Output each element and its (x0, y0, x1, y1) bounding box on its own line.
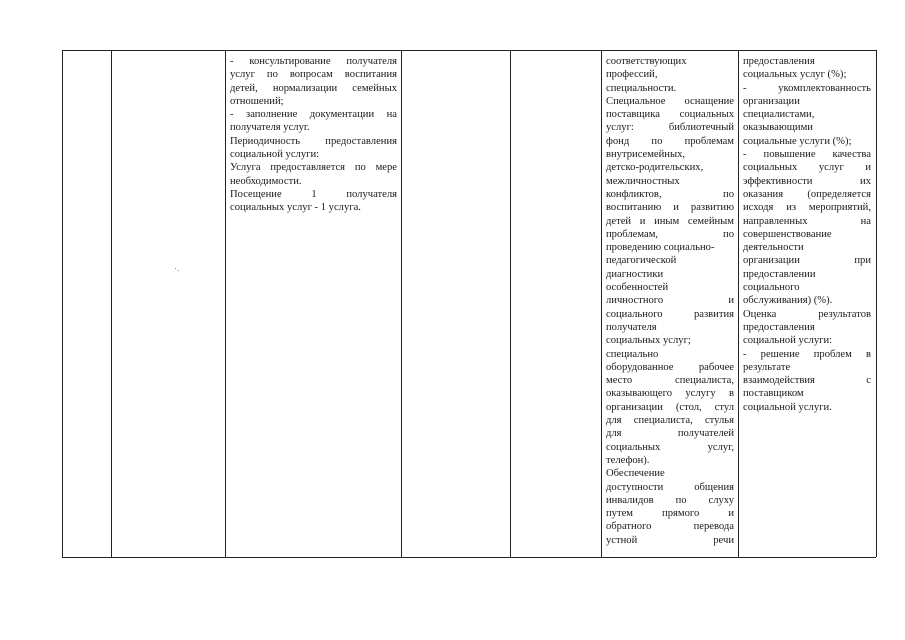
text-line: для получателей (606, 428, 734, 440)
text-line: предоставления (743, 321, 815, 333)
text-line: необходимости. (230, 175, 302, 187)
text-line: межличностных (606, 175, 680, 187)
text-line: инвалидов по слуху (606, 494, 734, 506)
text-line: социальных услуг, (606, 441, 734, 453)
text-line: социальные услуги (%); (743, 135, 852, 147)
service-evaluation-cell (743, 55, 871, 414)
text-line: организации (743, 95, 800, 107)
text-line: - консультирование получателя (230, 56, 397, 67)
text-line: организации при (743, 255, 871, 267)
text-line: телефон). (606, 454, 650, 466)
text-line: услуг: библиотечный (606, 122, 734, 134)
table-column-divider (401, 50, 402, 557)
text-line: социальных услуг (%); (743, 69, 847, 81)
text-line: диагностики (606, 268, 664, 280)
text-line: - решение проблем в (743, 348, 871, 360)
text-line: социального (743, 282, 800, 294)
text-line: социальных услуг - 1 услуга. (230, 202, 361, 214)
service-content-cell (230, 55, 397, 215)
service-conditions-cell (606, 55, 734, 547)
text-line: устной речи (606, 534, 734, 546)
text-line: - повышение качества (743, 149, 871, 161)
text-line: соответствующих (606, 56, 687, 67)
table-bottom-border (62, 557, 876, 558)
text-line: деятельности (743, 242, 804, 254)
text-line: особенностей (606, 282, 669, 294)
text-line: поставщика социальных (606, 109, 734, 121)
text-line: предоставлении (743, 268, 816, 280)
text-line: отношений; (230, 95, 284, 107)
text-line: получателя (606, 321, 657, 333)
text-line: предоставления (743, 56, 815, 67)
text-line: специальности. (606, 82, 677, 94)
text-line: социальной услуги. (743, 401, 832, 413)
text-line: специально (606, 348, 659, 360)
text-line: проведению социально- (606, 242, 715, 254)
text-line: социальной услуги: (230, 149, 320, 161)
text-line: получателя услуг. (230, 122, 310, 134)
text-line: поставщиком (743, 388, 804, 400)
table-column-divider (111, 50, 112, 557)
text-line: специалистами, (743, 109, 815, 121)
table-column-divider (738, 50, 739, 557)
text-line: социальных услуг; (606, 335, 691, 347)
text-line: результате (743, 361, 791, 373)
text-line: воспитанию и развитию (606, 202, 734, 214)
table-column-divider (876, 50, 877, 557)
text-line: фонд по проблемам (606, 135, 734, 147)
text-line: направленных на (743, 215, 871, 227)
text-line: оказывающими (743, 122, 813, 134)
text-line: оказания (определяется (743, 188, 871, 200)
text-line: оказывающего услугу в (606, 388, 734, 400)
text-line: проблемам, по (606, 228, 734, 240)
text-line: доступности общения (606, 481, 734, 493)
text-line: педагогической (606, 255, 677, 267)
table-column-divider (62, 50, 63, 557)
scan-speck (175, 268, 176, 269)
text-line: конфликтов, по (606, 188, 734, 200)
text-line: социальных услуг и (743, 162, 871, 174)
scan-speck (178, 270, 179, 271)
text-line: услуг по вопросам воспитания (230, 69, 397, 81)
text-line: для специалиста, стулья (606, 415, 734, 427)
text-line: Оценка результатов (743, 308, 871, 320)
text-line: социальной услуги: (743, 335, 833, 347)
text-line: оборудованное рабочее (606, 361, 734, 373)
text-line: эффективности их (743, 175, 871, 187)
text-line: - заполнение документации на (230, 109, 397, 121)
table-column-divider (601, 50, 602, 557)
text-line: внутрисемейных, (606, 149, 686, 161)
text-line: профессий, (606, 69, 658, 81)
text-line: взаимодействия с (743, 375, 871, 387)
text-line: Услуга предоставляется по мере (230, 162, 397, 174)
text-line: совершенствование (743, 228, 832, 240)
text-line: Обеспечение (606, 468, 665, 480)
text-line: обслуживания) (%). (743, 295, 833, 307)
text-line: место специалиста, (606, 375, 734, 387)
text-line: детей, нормализации семейных (230, 82, 397, 94)
table-column-divider (225, 50, 226, 557)
text-line: детско-родительских, (606, 162, 704, 174)
text-line: обратного перевода (606, 521, 734, 533)
text-line: - укомплектованность (743, 82, 871, 94)
text-line: Периодичность предоставления (230, 135, 397, 147)
text-line: социального развития (606, 308, 734, 320)
text-line: исходя из мероприятий, (743, 202, 871, 214)
table-column-divider (510, 50, 511, 557)
text-line: детей и иным семейным (606, 215, 734, 227)
text-line: Посещение 1 получателя (230, 188, 397, 200)
table-top-border (62, 50, 876, 51)
text-line: путем прямого и (606, 508, 734, 520)
text-line: Специальное оснащение (606, 95, 734, 107)
text-line: организации (стол, стул (606, 401, 734, 413)
text-line: личностного и (606, 295, 734, 307)
